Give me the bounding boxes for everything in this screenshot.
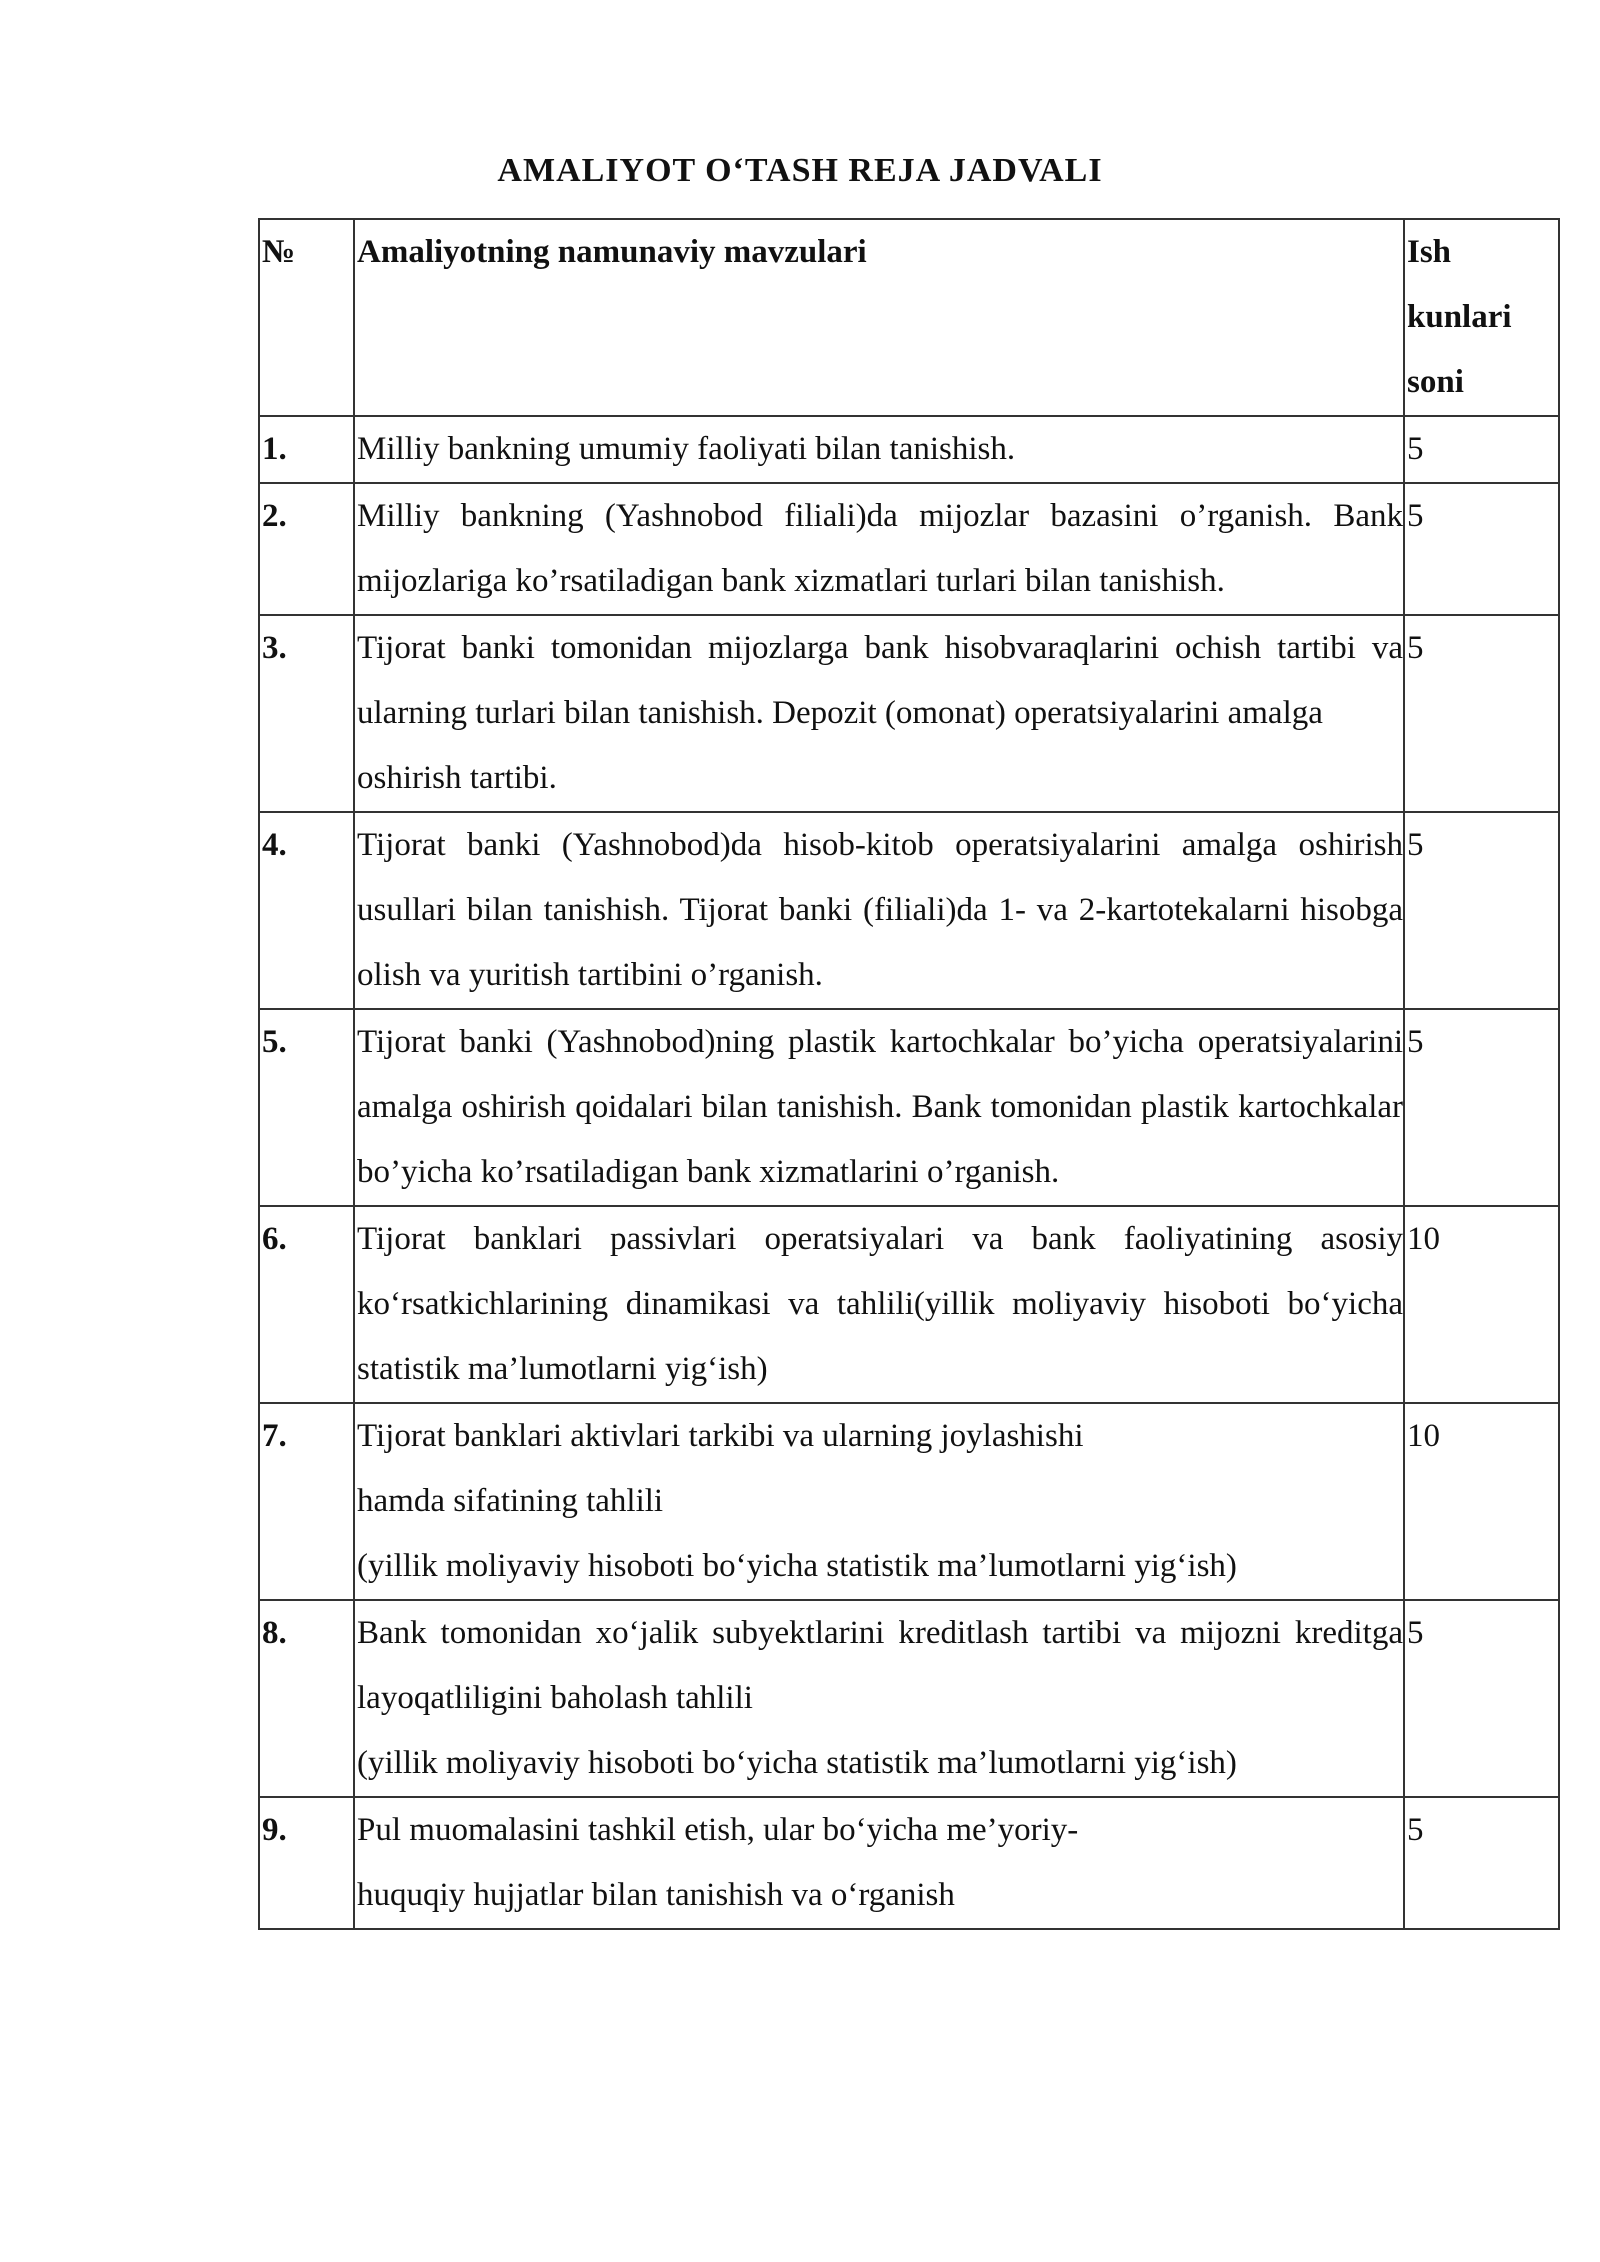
topic-text: hamda sifatining tahlili (357, 1483, 664, 1519)
table-row (259, 1403, 1559, 1600)
topic-text: (yillik moliyaviy hisoboti bo‘yicha statistik ma’lumotlarni yig‘ish) (357, 1548, 1237, 1584)
row-topic (354, 812, 1404, 1009)
table-row (259, 812, 1559, 1009)
table-header-row (259, 219, 1559, 416)
row-topic (354, 615, 1404, 812)
topic-text: Tijorat banklari passivlari operatsiyalari va bank faoliyatining asosiy ko‘rsatkichlarining dinamikasi va tahlili(yillik moliyaviy hisoboti bo‘yicha statistik ma’lumotlarni yig‘ish) (357, 1221, 1403, 1387)
topic-text: (yillik moliyaviy hisoboti bo‘yicha statistik ma’lumotlarni yig‘ish) (357, 1745, 1237, 1781)
topic-text: huquqiy hujjatlar bilan tanishish va o‘rganish (357, 1877, 955, 1913)
row-work-days: 5 (1404, 416, 1559, 483)
table-row (259, 1009, 1559, 1206)
topic-text: Milliy bankning umumiy faoliyati bilan tanishish. (357, 431, 1016, 467)
table-row (259, 1600, 1559, 1797)
row-work-days: 5 (1404, 615, 1559, 812)
table-row (259, 615, 1559, 812)
row-work-days: 5 (1404, 812, 1559, 1009)
row-topic (354, 416, 1404, 483)
header-topics: Amaliyotning namunaviy mavzulari (354, 219, 1404, 416)
topic-text: Bank tomonidan xo‘jalik subyektlarini kreditlash tartibi va mijozni kreditga layoqatliligini baholash tahlili (357, 1615, 1403, 1716)
row-topic (354, 1009, 1404, 1206)
header-work-days (1404, 219, 1559, 416)
row-number: 1. (259, 416, 354, 483)
table-row (259, 483, 1559, 615)
row-work-days: 5 (1404, 1600, 1559, 1797)
header-days-line: Ish (1407, 234, 1452, 270)
table-body (259, 219, 1559, 1929)
row-number: 9. (259, 1797, 354, 1929)
row-number: 4. (259, 812, 354, 1009)
row-topic (354, 483, 1404, 615)
topic-text: Pul muomalasini tashkil etish, ular bo‘yicha me’yoriy- (357, 1812, 1079, 1848)
practice-plan-table (258, 218, 1560, 1930)
row-work-days: 5 (1404, 1009, 1559, 1206)
row-number: 6. (259, 1206, 354, 1403)
table-row (259, 416, 1559, 483)
row-number: 8. (259, 1600, 354, 1797)
topic-text: Tijorat banki (Yashnobod)da hisob-kitob operatsiyalarini amalga oshirish usullari bilan tanishish. Tijorat banki (filiali)da 1- va 2-kartotekalarni hisobga olish va yuritish tartibini o’rganish. (357, 827, 1403, 993)
document-title: AMALIYOT O‘TASH REJA JADVALI (497, 152, 1103, 189)
row-topic (354, 1600, 1404, 1797)
row-number: 7. (259, 1403, 354, 1600)
topic-text: oshirish tartibi. (357, 760, 557, 796)
row-work-days: 10 (1404, 1206, 1559, 1403)
header-number: № (259, 219, 354, 416)
row-topic (354, 1206, 1404, 1403)
row-number: 2. (259, 483, 354, 615)
row-number: 5. (259, 1009, 354, 1206)
topic-text: Tijorat banki tomonidan mijozlarga bank hisobvaraqlarini ochish tartibi va ularning turlari bilan tanishish. Depozit (omonat) operatsiyalarini amalga (357, 630, 1403, 731)
table-row (259, 1206, 1559, 1403)
topic-text: Tijorat banklari aktivlari tarkibi va ularning joylashishi (357, 1418, 1084, 1454)
row-topic (354, 1797, 1404, 1929)
row-work-days: 5 (1404, 1797, 1559, 1929)
row-work-days: 10 (1404, 1403, 1559, 1600)
row-work-days: 5 (1404, 483, 1559, 615)
topic-text: Tijorat banki (Yashnobod)ning plastik kartochkalar bo’yicha operatsiyalarini amalga oshirish qoidalari bilan tanishish. Bank tomonidan plastik kartochkalar bo’yicha ko’rsatiladigan bank xizmatlarini o’rganish. (357, 1024, 1403, 1190)
table-row (259, 1797, 1559, 1929)
row-topic (354, 1403, 1404, 1600)
header-days-line: kunlari (1407, 299, 1512, 335)
row-number: 3. (259, 615, 354, 812)
topic-text: Milliy bankning (Yashnobod filiali)da mijozlar bazasini o’rganish. Bank mijozlariga ko’rsatiladigan bank xizmatlari turlari bilan tanishish. (357, 498, 1403, 599)
header-days-line: soni (1407, 364, 1464, 400)
